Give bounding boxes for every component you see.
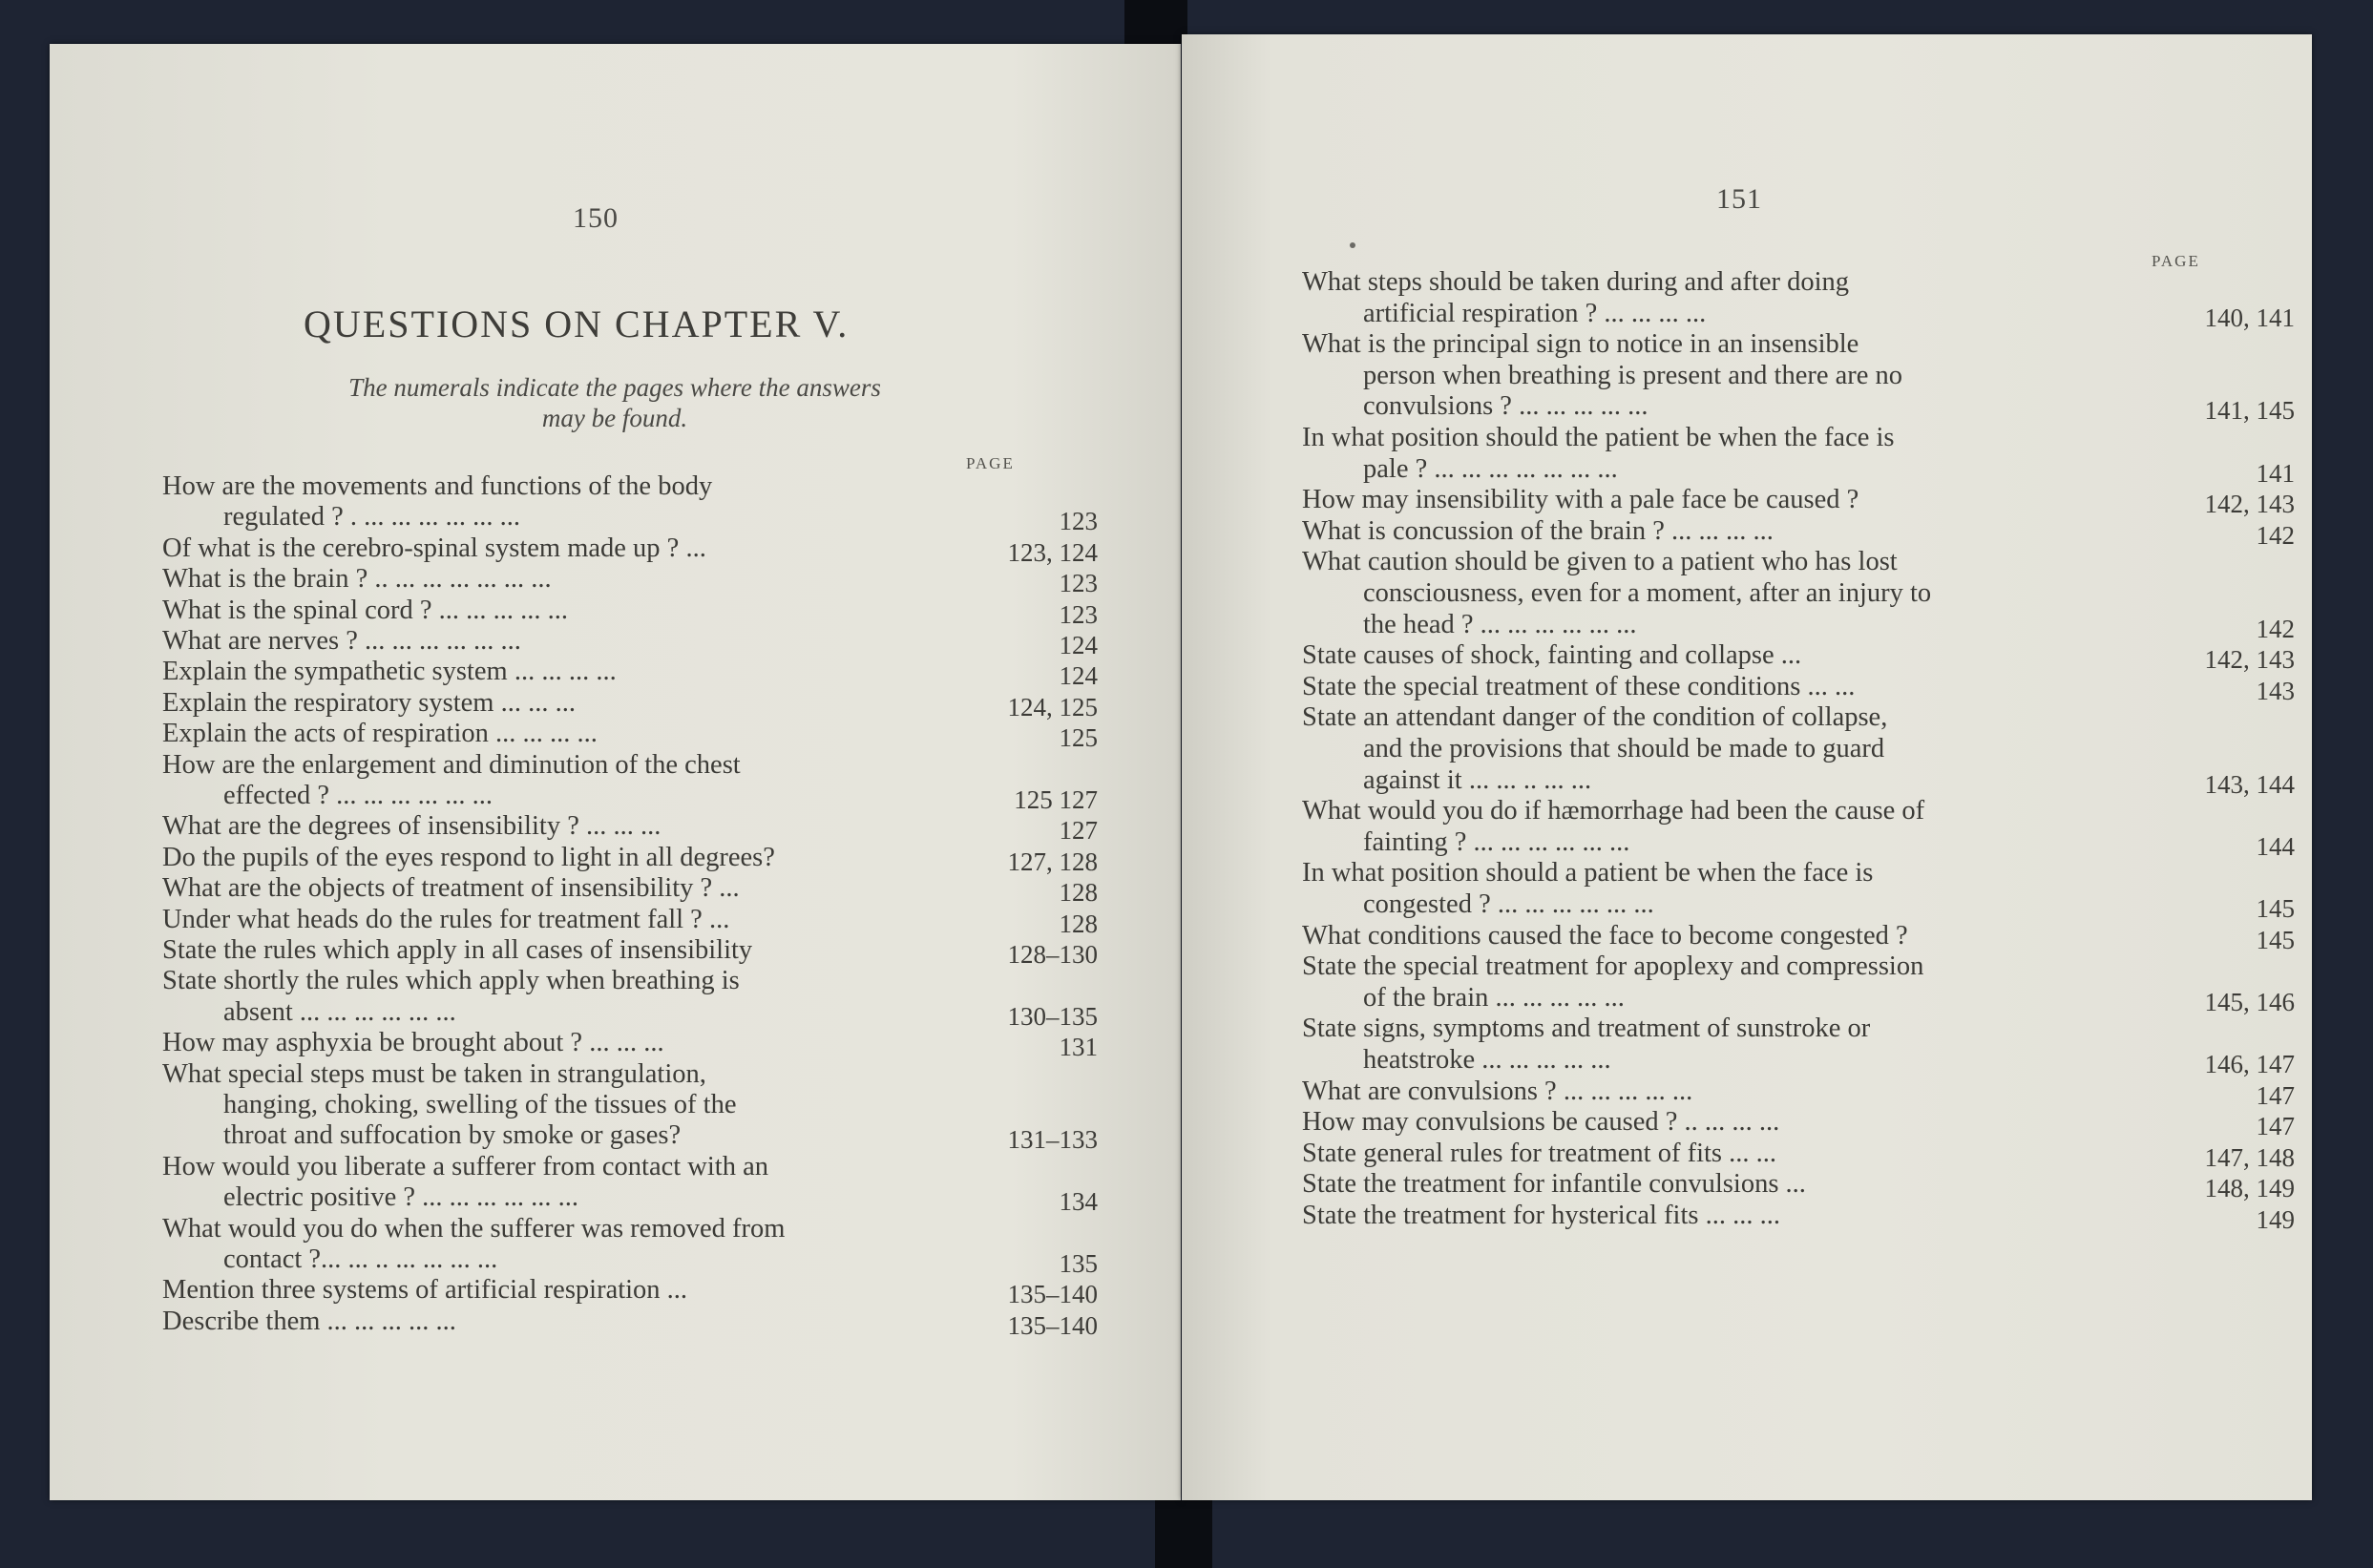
question-line: Of what is the cerebro-spinal system made up ? ... bbox=[162, 533, 706, 563]
page-reference bbox=[907, 970, 1098, 1000]
question-line: State general rules for treatment of fits ... ... bbox=[1302, 1138, 1776, 1168]
page-reference: 123 bbox=[1059, 507, 1098, 536]
page-reference bbox=[907, 1094, 1098, 1124]
page-reference: 123 bbox=[1059, 599, 1098, 629]
question-line: What are the degrees of insensibility ? ... ... ... bbox=[162, 811, 662, 842]
question-line: hanging, choking, swelling of the tissues of the bbox=[223, 1090, 737, 1119]
question-line: What caution should be given to a patient who has lost bbox=[1302, 547, 1898, 577]
question-line: What would you do if hæmorrhage had been the cause of bbox=[1302, 796, 1925, 826]
question-line: How may convulsions be caused ? .. ... ... ... bbox=[1302, 1107, 1780, 1138]
right-question-list bbox=[1302, 267, 2295, 1279]
question-line: What are convulsions ? ... ... ... ... ... bbox=[1302, 1076, 1693, 1106]
question-line: Under what heads do the rules for treatment fall ? ... bbox=[162, 904, 730, 934]
question-line: absent ... ... ... ... ... ... bbox=[223, 996, 456, 1027]
question-line: Explain the respiratory system ... ... ... bbox=[162, 687, 576, 718]
page-reference: 147 bbox=[2256, 1080, 2295, 1110]
page-reference: 144 bbox=[2256, 831, 2295, 861]
question-line: State the special treatment for apoplexy and compression bbox=[1302, 951, 1924, 982]
page-reference: 127 bbox=[1059, 816, 1098, 846]
right-page-number: 151 bbox=[1716, 183, 1762, 215]
question-line: What conditions caused the face to become congested ? bbox=[1302, 920, 1908, 951]
page-reference: 123, 124 bbox=[1007, 537, 1098, 567]
page-reference: 130–135 bbox=[1007, 1001, 1098, 1031]
question-line: In what position should the patient be when the face is bbox=[1302, 423, 1895, 452]
question-line: What is the brain ? .. ... ... ... ... ... ... bbox=[162, 564, 552, 595]
page-reference: 127, 128 bbox=[1007, 847, 1098, 876]
page-reference: 148, 149 bbox=[2204, 1174, 2295, 1203]
right-page bbox=[1182, 34, 2312, 1500]
question-line: Explain the acts of respiration ... ... ... ... bbox=[162, 719, 598, 749]
question-line: What is the spinal cord ? ... ... ... ... ... bbox=[162, 595, 569, 625]
page-reference: 123 bbox=[1059, 569, 1098, 598]
question-line: How may insensibility with a pale face be caused ? bbox=[1302, 485, 1859, 515]
question-line: of the brain ... ... ... ... ... bbox=[1363, 982, 1625, 1013]
question-line: regulated ? . ... ... ... ... ... ... bbox=[223, 502, 521, 533]
question-line: artificial respiration ? ... ... ... ... bbox=[1363, 298, 1707, 328]
page-reference: 145 bbox=[2256, 925, 2295, 954]
page-reference: 135 bbox=[1059, 1249, 1098, 1278]
left-page-number: 150 bbox=[573, 202, 619, 234]
page-reference bbox=[907, 475, 1098, 506]
spine-gap-top bbox=[1124, 0, 1187, 44]
page-reference bbox=[907, 1218, 1098, 1248]
question-line: How are the movements and functions of the body bbox=[162, 471, 713, 501]
question-line: Mention three systems of artificial respiration ... bbox=[162, 1275, 688, 1306]
question-line: contact ?... ... .. ... ... ... ... bbox=[223, 1244, 498, 1274]
subtitle-line-2: may be found. bbox=[541, 404, 688, 432]
page-reference: 142, 143 bbox=[2204, 645, 2295, 675]
question-line: heatstroke ... ... ... ... ... bbox=[1363, 1045, 1611, 1075]
question-line: convulsions ? ... ... ... ... ... bbox=[1363, 391, 1648, 422]
page-reference: 125 127 bbox=[1014, 785, 1098, 814]
question-line: Describe them ... ... ... ... ... bbox=[162, 1306, 456, 1336]
page-reference: 142 bbox=[2256, 520, 2295, 550]
page-reference: 128 bbox=[1059, 878, 1098, 908]
page-reference: 135–140 bbox=[1007, 1280, 1098, 1309]
question-line: What would you do when the sufferer was removed from bbox=[162, 1213, 786, 1244]
page-reference: 141, 145 bbox=[2204, 396, 2295, 426]
question-line: effected ? ... ... ... ... ... ... bbox=[223, 781, 494, 810]
question-line: What are the objects of treatment of insensibility ? ... bbox=[162, 873, 740, 904]
question-line: State the rules which apply in all cases of insensibility bbox=[162, 935, 753, 965]
page-reference: 141 bbox=[2256, 458, 2295, 488]
page-reference bbox=[2085, 333, 2295, 364]
page-reference: 124, 125 bbox=[1007, 692, 1098, 721]
right-column-header: PAGE bbox=[2152, 252, 2200, 270]
question-line: State causes of shock, fainting and collapse ... bbox=[1302, 640, 1802, 671]
question-line: State the treatment for infantile convulsions ... bbox=[1302, 1169, 1806, 1200]
page-reference: 131–133 bbox=[1007, 1125, 1098, 1155]
page-reference: 142, 143 bbox=[2204, 490, 2295, 519]
page-reference: 142 bbox=[2256, 614, 2295, 643]
question-line: State shortly the rules which apply when breathing is bbox=[162, 966, 740, 996]
question-line: electric positive ? ... ... ... ... ... ... bbox=[223, 1182, 578, 1213]
page-reference bbox=[2085, 862, 2295, 892]
question-line: against it ... ... .. ... ... bbox=[1363, 764, 1592, 795]
question-line: consciousness, even for a moment, after an injury to bbox=[1363, 578, 1932, 608]
page-reference: 143, 144 bbox=[2204, 769, 2295, 799]
page-reference: 125 bbox=[1059, 723, 1098, 753]
page-reference: 128 bbox=[1059, 909, 1098, 938]
page-reference bbox=[2085, 271, 2295, 302]
question-line: fainting ? ... ... ... ... ... ... bbox=[1363, 826, 1630, 857]
page-reference: 124 bbox=[1059, 661, 1098, 691]
question-line: How may asphyxia be brought about ? ... ... ... bbox=[162, 1028, 664, 1058]
ink-speck bbox=[1350, 242, 1355, 248]
question-line: person when breathing is present and there are no bbox=[1363, 360, 1903, 390]
question-line: Do the pupils of the eyes respond to light in all degrees? bbox=[162, 842, 775, 872]
question-line: How would you liberate a sufferer from contact with an bbox=[162, 1151, 768, 1181]
left-question-list bbox=[162, 471, 1098, 1388]
page-reference bbox=[2085, 365, 2295, 395]
page-reference: 124 bbox=[1059, 631, 1098, 659]
question-line: throat and suffocation by smoke or gases? bbox=[223, 1120, 682, 1151]
page-reference: 131 bbox=[1059, 1033, 1098, 1062]
page-reference: 128–130 bbox=[1007, 940, 1098, 969]
page-reference: 147 bbox=[2256, 1112, 2295, 1141]
page-reference: 149 bbox=[2256, 1205, 2295, 1234]
question-line: State an attendant danger of the condition of collapse, bbox=[1302, 702, 1888, 733]
question-line: What is the principal sign to notice in an insensible bbox=[1302, 329, 1859, 360]
question-line: pale ? ... ... ... ... ... ... ... bbox=[1363, 453, 1618, 484]
page-reference bbox=[2085, 582, 2295, 613]
left-column-header: PAGE bbox=[966, 454, 1015, 472]
left-page bbox=[50, 44, 1181, 1500]
spine-gap-bottom bbox=[1155, 1500, 1212, 1568]
page-reference bbox=[2085, 738, 2295, 768]
page-reference bbox=[2085, 427, 2295, 457]
page-reference bbox=[907, 1063, 1098, 1094]
question-line: congested ? ... ... ... ... ... ... bbox=[1363, 889, 1654, 919]
chapter-title: QUESTIONS ON CHAPTER V. bbox=[304, 303, 850, 345]
page-reference bbox=[907, 1156, 1098, 1186]
page-reference: 145 bbox=[2256, 894, 2295, 923]
question-line: How are the enlargement and diminution of the chest bbox=[162, 749, 741, 780]
page-reference: 134 bbox=[1059, 1187, 1098, 1217]
page-reference bbox=[2085, 800, 2295, 830]
subtitle bbox=[252, 372, 977, 433]
page-reference bbox=[2085, 551, 2295, 581]
page-reference: 135–140 bbox=[1007, 1310, 1098, 1340]
page-reference bbox=[2085, 1017, 2295, 1048]
question-line: In what position should a patient be when the face is bbox=[1302, 858, 1874, 889]
page-reference: 143 bbox=[2256, 676, 2295, 705]
page-reference: 146, 147 bbox=[2204, 1050, 2295, 1078]
page-reference bbox=[2085, 955, 2295, 986]
question-line: the head ? ... ... ... ... ... ... bbox=[1363, 609, 1637, 639]
question-line: and the provisions that should be made to guard bbox=[1363, 734, 1885, 763]
page-reference: 140, 141 bbox=[2204, 303, 2295, 332]
question-line: What are nerves ? ... ... ... ... ... ... bbox=[162, 626, 521, 656]
question-line: What is concussion of the brain ? ... ... ... ... bbox=[1302, 515, 1774, 546]
question-line: What steps should be taken during and after doing bbox=[1302, 267, 1850, 297]
question-line: State the special treatment of these conditions ... ... bbox=[1302, 671, 1856, 701]
page-reference bbox=[2085, 706, 2295, 737]
page-reference bbox=[907, 754, 1098, 784]
page-reference: 145, 146 bbox=[2204, 987, 2295, 1016]
question-line: What special steps must be taken in strangulation, bbox=[162, 1058, 706, 1089]
question-line: State signs, symptoms and treatment of sunstroke or bbox=[1302, 1014, 1871, 1044]
page-reference: 147, 148 bbox=[2204, 1142, 2295, 1172]
question-line: Explain the sympathetic system ... ... ... ... bbox=[162, 657, 617, 687]
question-line: State the treatment for hysterical fits ... ... ... bbox=[1302, 1201, 1780, 1230]
subtitle-line-1: The numerals indicate the pages where the answers bbox=[348, 373, 881, 402]
